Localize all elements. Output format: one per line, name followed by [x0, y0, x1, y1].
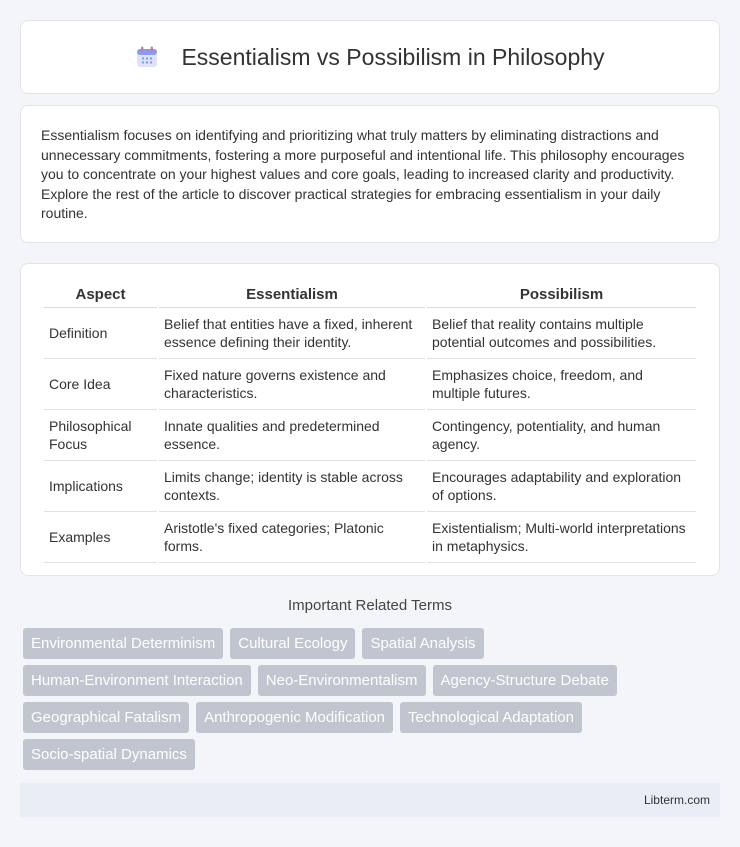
table-row — [44, 308, 696, 359]
page-title: Essentialism vs Possibilism in Philosophy — [181, 43, 605, 70]
table-cell-aspect: Definition — [44, 308, 157, 359]
related-term-tag[interactable]: Technological Adaptation — [400, 702, 582, 733]
table-cell-essentialism: Innate qualities and predetermined essence. — [159, 410, 425, 461]
footer-brand-link[interactable]: Libterm.com — [643, 793, 710, 807]
table-cell-aspect: Examples — [44, 512, 157, 563]
related-term-tag[interactable]: Cultural Ecology — [230, 628, 355, 659]
table-cell-possibilism: Existentialism; Multi-world interpretations in metaphysics. — [427, 512, 696, 563]
intro-card — [20, 105, 720, 243]
column-header-essentialism: Essentialism — [159, 284, 425, 308]
header-card — [20, 20, 720, 94]
table-cell-aspect: Implications — [44, 461, 157, 512]
table-cell-aspect: Philosophical Focus — [44, 410, 157, 461]
table-cell-essentialism: Aristotle's fixed categories; Platonic forms. — [159, 512, 425, 563]
related-term-tag[interactable]: Anthropogenic Modification — [196, 702, 393, 733]
intro-text: Essentialism focuses on identifying and prioritizing what truly matters by eliminating distractions and unnecessary commitments, fostering a more purposeful and intentional life. This philosophy encourages you to concentrate on your highest values and core goals, leading to increased clarity and productivity. Explore the rest of the article to discover practical strategies for embracing essentialism in your daily routine. — [41, 127, 685, 221]
table-header-row — [44, 284, 696, 308]
table-cell-possibilism: Encourages adaptability and exploration of options. — [427, 461, 696, 512]
table-cell-essentialism: Belief that entities have a fixed, inherent essence defining their identity. — [159, 308, 425, 359]
related-term-tag[interactable]: Neo-Environmentalism — [258, 665, 426, 696]
table-cell-possibilism: Emphasizes choice, freedom, and multiple futures. — [427, 359, 696, 410]
related-term-tag[interactable]: Geographical Fatalism — [23, 702, 189, 733]
table-row — [44, 461, 696, 512]
column-header-aspect: Aspect — [44, 284, 157, 308]
table-cell-essentialism: Limits change; identity is stable across contexts. — [159, 461, 425, 512]
table-cell-possibilism: Contingency, potentiality, and human agency. — [427, 410, 696, 461]
related-term-tag[interactable]: Environmental Determinism — [23, 628, 223, 659]
table-row — [44, 512, 696, 563]
calendar-icon — [135, 45, 159, 69]
related-term-tag[interactable]: Agency-Structure Debate — [433, 665, 617, 696]
column-header-possibilism: Possibilism — [427, 284, 696, 308]
table-cell-aspect: Core Idea — [44, 359, 157, 410]
related-terms-list — [23, 628, 723, 776]
related-term-tag[interactable]: Socio-spatial Dynamics — [23, 739, 195, 770]
comparison-table — [42, 284, 698, 563]
table-row — [44, 410, 696, 461]
footer — [20, 783, 720, 817]
table-cell-possibilism: Belief that reality contains multiple potential outcomes and possibilities. — [427, 308, 696, 359]
comparison-card — [20, 263, 720, 576]
related-terms-title: Important Related Terms — [288, 597, 452, 614]
table-cell-essentialism: Fixed nature governs existence and characteristics. — [159, 359, 425, 410]
table-row — [44, 359, 696, 410]
related-term-tag[interactable]: Spatial Analysis — [362, 628, 483, 659]
related-term-tag[interactable]: Human-Environment Interaction — [23, 665, 251, 696]
